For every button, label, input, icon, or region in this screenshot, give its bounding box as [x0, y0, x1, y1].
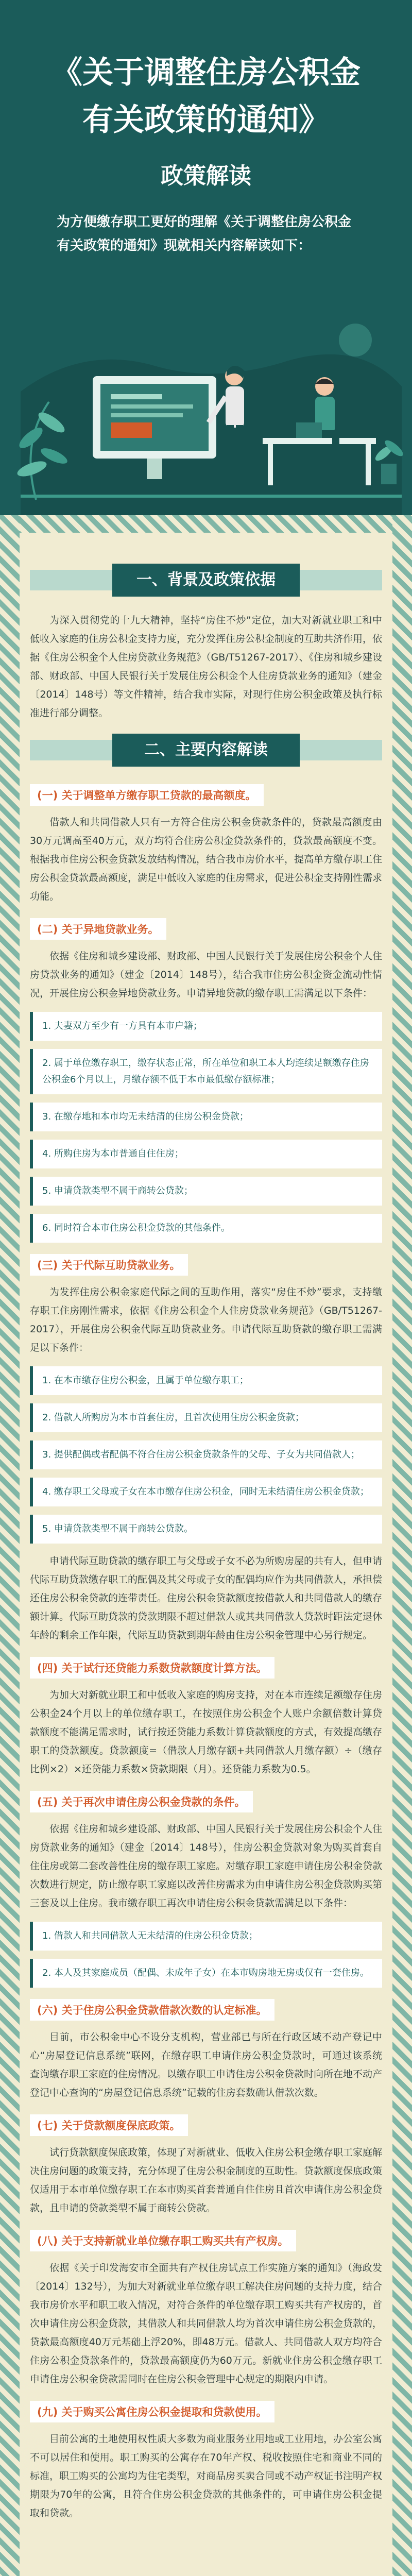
subsection-heading: (二) 关于异地贷款业务。	[30, 918, 166, 940]
paragraph: 试行贷款额度保底政策，体现了对新就业、低收入住房公积金缴存职工家庭解决住房问题的政策支持，充分体现了住房公积金制度的互助性。贷款额度保底政策仅适用于本市单位缴存职工在本市购买首套普通自住住房且首次申请住房公积金贷款，且申请的贷款类型不属于商转公贷款。	[30, 2147, 383, 2214]
condition-item: 5. 申请贷款类型不属于商转公贷款；	[30, 1177, 382, 1206]
bottom-spacer	[30, 2532, 382, 2576]
intro-text: 为方便缴存职工更好的理解《关于调整住房公积金有关政策的通知》现就相关内容解读如下：	[57, 214, 352, 253]
page-title	[0, 49, 412, 144]
paragraph: 为深入贯彻党的十九大精神，坚持“房住不炒”定位，加大对新就业职工和中低收入家庭的住房公积金支持力度，充分发挥住房公积金制度的互助共济作用，依据《住房公积金个人住房贷款业务规范》（GB/T51267-2017）、《住房和城乡建设部、财政部、中国人民银行关于发展住房公积金个人住房贷款业务的通知》（建金〔2014〕148号）等文件精神，结合我市实际，对现行住房公积金政策及执行标准进行部分调整。	[30, 615, 383, 719]
subsection-heading: (五) 关于再次申请住房公积金贷款的条件。	[30, 1791, 253, 1812]
page-subtitle: 政策解读	[161, 163, 251, 189]
condition-item: 2. 属于单位缴存职工，缴存状态正常，所在单位和职工本人均连续足额缴存住房公积金6个月以上，月缴存额不低于本市最低缴存额标准；	[30, 1049, 382, 1094]
section-heading: 一、背景及政策依据	[112, 564, 300, 597]
condition-item: 2. 借款人所购房为本市首套住房，且首次使用住房公积金贷款；	[30, 1403, 382, 1432]
content-body	[30, 556, 382, 2576]
section-title-background	[30, 562, 382, 599]
paragraph: 依据《关于印发海安市全面共有产权住房试点工作实施方案的通知》（海政发〔2014〕132号），为加大对新就业单位缴存职工解决住房问题的支持力度，结合我市房价水平和职工收入情况，对符合条件的单位缴存职工购买共有产权房的，首次申请住房公积金贷款，其借款人和共同借款人均为首次申请住房公积金贷款的，贷款最高额度40万元基础上浮20%，即48万元。借款人、共同借款人双方均符合住房公积金贷款条件的，贷款最高额度仍为60万元。新就业住房公积金缴存职工申请住房公积金贷款需同时在住房公积金管理中心规定的期限内申请。	[30, 2262, 383, 2385]
paragraph: 依据《住房和城乡建设部、财政部、中国人民银行关于发展住房公积金个人住房贷款业务的通知》（建金〔2014〕148号），结合我市住房公积金资金流动性情况，开展住房公积金异地贷款业务。申请异地贷款的缴存职工需满足以下条件：	[30, 951, 383, 999]
page-title-line1: 《关于调整住房公积金	[52, 55, 360, 91]
paragraph: 为发挥住房公积金家庭代际之间的互助作用，落实“房住不炒”要求，支持缴存职工住房刚性需求，依据《住房公积金个人住房贷款业务规范》（GB/T51267-2017），开展住房公积金代际互助贷款业务。申请代际互助贷款的缴存职工需满足以下条件：	[30, 1286, 382, 1353]
condition-item: 1. 夫妻双方至少有一方具有本市户籍；	[30, 1012, 382, 1041]
paragraph: 借款人和共同借款人只有一方符合住房公积金贷款条件的，贷款最高额度由30万元调高至40万元，双方均符合住房公积金贷款条件的，贷款最高额度不变。根据我市住房公积金贷款发放结构情况，结合我市房价水平，提高单方缴存职工住房公积金贷款最高额度，满足中低收入家庭的住房需求，促进公积金支持刚性需求功能。	[30, 817, 383, 902]
subsection-heading: (六) 关于住房公积金贷款借款次数的认定标准。	[30, 1999, 274, 2021]
condition-item: 2. 本人及其家庭成员（配偶、未成年子女）在本市购房地无房或仅有一套住房。	[30, 1959, 382, 1988]
decorative-stripe-top	[0, 515, 412, 533]
paragraph: 申请代际互助贷款的缴存职工与父母或子女不必为所购房屋的共有人，但申请代际互助贷款缴存职工的配偶及其父母或子女的配偶均应作为共同借款人，承担偿还住房公积金贷款的连带责任。住房公积金贷款额度按借款人和共同借款人的缴存额计算。代际互助贷款的贷款期限不超过借款人或其共同借款人贷款时距法定退休年龄的剩余工作年限，代际互助贷款到期年龄由住房公积金管理中心另行规定。	[30, 1555, 383, 1641]
condition-item: 1. 借款人和共同借款人无未结清的住房公积金贷款；	[30, 1922, 382, 1951]
paragraph: 目前，市公积金中心不设分支机构，营业部已与所在行政区域不动产登记中心“房屋登记信息系统”联网，在缴存职工申请住房公积金贷款时，可通过该系统查询缴存职工家庭的住房情况。以缴存职工申请住房公积金贷款时向所在地不动产登记中心查询的“房屋登记信息系统”记载的住房套数确认借款次数。	[30, 2031, 383, 2098]
page-title-line2: 有关政策的通知》	[82, 102, 330, 138]
decorative-stripe-left	[0, 515, 20, 2576]
hero-banner	[0, 0, 412, 515]
condition-item: 1. 在本市缴存住房公积金，且属于单位缴存职工；	[30, 1366, 382, 1395]
subsection-heading: (三) 关于代际互助贷款业务。	[30, 1254, 188, 1276]
subsection-heading: (八) 关于支持新就业单位缴存职工购买共有产权房。	[30, 2230, 296, 2251]
subsection-heading: (四) 关于试行还贷能力系数贷款额度计算方法。	[30, 1657, 274, 1679]
decorative-stripe-right	[392, 515, 412, 2576]
paragraph: 目前公寓的土地使用权性质大多数为商业服务业用地或工业用地，办公室公寓不可以居住和使用。职工购买的公寓存在70年产权、税收按照住宅和商业不同的标准，职工购买的公寓均为住宅类型，对商品房买卖合同或不动产权证书注明产权期限为70年的公寓，且符合住房公积金贷款的其他条件的，可申请住房公积金提取和贷款。	[30, 2433, 383, 2519]
subsection-heading: (九) 关于购买公寓住房公积金提取和贷款使用。	[30, 2401, 274, 2422]
subsection-heading: (七) 关于贷款额度保底政策。	[30, 2114, 188, 2136]
section-title-main-content	[30, 732, 382, 769]
condition-item: 5. 申请贷款类型不属于商转公贷款。	[30, 1515, 382, 1544]
condition-item: 4. 缴存职工父母或子女在本市缴存住房公积金，同时无未结清住房公积金贷款；	[30, 1478, 382, 1506]
subsection-heading: (一) 关于调整单方缴存职工贷款的最高额度。	[30, 784, 264, 806]
condition-item: 3. 提供配偶或者配偶不符合住房公积金贷款条件的父母、子女为共同借款人；	[30, 1440, 382, 1469]
content-panel	[0, 515, 412, 2576]
paragraph: 依据《住房和城乡建设部、财政部、中国人民银行关于发展住房公积金个人住房贷款业务的通知》（建金〔2014〕148号），住房公积金贷款对象为购买首套自住住房或第二套改善性住房的缴存职工家庭。对缴存职工家庭申请住房公积金贷款次数进行规定，防止缴存职工家庭以改善住房需求为由申请住房公积金贷款购买第三套及以上住房。我市缴存职工再次申请住房公积金贷款需满足以下条件：	[30, 1823, 383, 1909]
section-heading: 二、主要内容解读	[112, 734, 300, 767]
paragraph: 为加大对新就业职工和中低收入家庭的购房支持，对在本市连续足额缴存住房公积金24个月以上的单位缴存职工，在按照住房公积金个人账户余额倍数计算贷款额度不能满足需求时，试行按还贷能力系数计算贷款额度的方式，有效提高缴存职工的贷款额度。贷款额度=（借款人月缴存额+共同借款人月缴存额）÷（缴存比例×2）×还贷能力系数×贷款期限（月）。还贷能力系数为0.5。	[30, 1689, 383, 1775]
condition-item: 3. 在缴存地和本市均无未结清的住房公积金贷款；	[30, 1103, 382, 1131]
office-illustration	[0, 268, 412, 515]
condition-item: 6. 同时符合本市住房公积金贷款的其他条件。	[30, 1214, 382, 1243]
condition-item: 4. 所购住房为本市普通自住住房；	[30, 1140, 382, 1168]
